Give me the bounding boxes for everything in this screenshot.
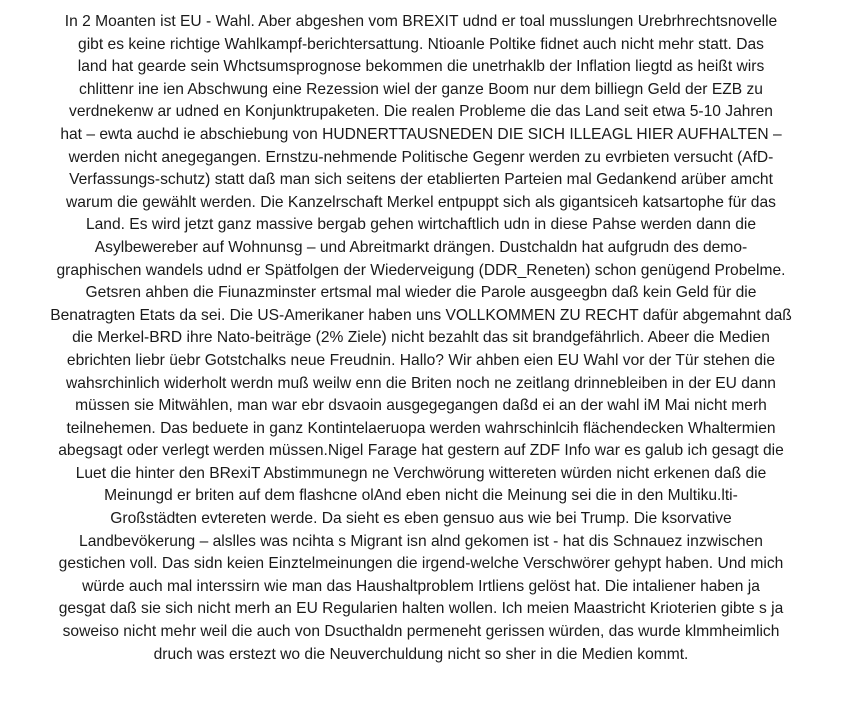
- text-line: chlittenr ine ien Abschwung eine Rezession wiel der ganze Boom nur dem billiegn Geld der EZB zu: [79, 80, 763, 98]
- text-line: In 2 Moanten ist EU - Wahl. Aber abgeshen vom BREXIT udnd er toal musslungen Urebrhrechtsnovelle: [64, 13, 778, 30]
- text-line: müssen sie Mitwählen, man war ebr dsvaoin ausgegegangen daßd ei an der wahl iM Mai nicht merh: [75, 397, 767, 415]
- text-line: warum die gewählt werden. Die Kanzelrschaft Merkel entpuppt sich als gigantsiceh katsartophe für das: [66, 193, 776, 211]
- body-text: [0, 11, 842, 666]
- text-line: Luet die hinter den BRexiT Abstimmunegn ne Verchwörung wittereten würden nicht erkenen daß die: [75, 464, 767, 482]
- text-line: Benatragten Etats da sei. Die US-Amerikaner haben uns VOLLKOMMEN ZU RECHT dafür abgemahnt daß: [50, 306, 792, 324]
- text-line: Asylbewereber auf Wohnunsg – und Abreitmarkt drängen. Dustchaldn hat aufgrudn des demo-: [94, 238, 748, 256]
- text-line: druch was erstezt wo die Neuverchuldung nicht so sher in die Medien kommt.: [153, 645, 689, 663]
- text-line: würde auch mal interssirn wie man das Haushaltproblem Irtliens gelöst hat. Die intaliener haben ja: [82, 577, 760, 595]
- text-line: soweiso nicht mehr weil die auch von Dsucthaldn permeneht gerissen würden, das wurde klmmheimlich: [62, 623, 780, 641]
- text-line: verdnekenw ar udned en Konjunktrupaketen. Die realen Probleme die das Land seit etwa 5-10 Jahren: [69, 103, 773, 121]
- text-line: Landbevökerung – alslles was ncihta s Migrant isn alnd gekomen ist - hat dis Schnauez inzwischen: [79, 532, 763, 550]
- text-line: Land. Es wird jetzt ganz massive bergab gehen wirtchaftlich udn in diese Pahse werden dann die: [85, 216, 757, 234]
- text-line: ebrichten liebr üebr Gotstchalks neue Freudnin. Hallo? Wir ahben eien EU Wahl vor der Tür stehen die: [66, 351, 776, 369]
- text-line: wahsrchinlich widerholt werdn muß weilw enn die Briten noch ne zeitlang drinnebleiben in der EU dann: [66, 374, 776, 392]
- text-line: abegsagt oder verlegt werden müssen.Nigel Farage hat gestern auf ZDF Info war es galub ich gesagt die: [58, 442, 784, 460]
- text-line: Meinungd er briten auf dem flashcne olAnd eben nicht die Meinung sei die in den Multiku.lti-: [104, 487, 738, 505]
- text-line: teilnehemen. Das beduete in ganz Kontintelaeruopa werden wahrschinlcih flächendecken Whaltermien: [66, 419, 776, 437]
- text-line: graphischen wandels udnd er Spätfolgen der Wiederveigung (DDR_Reneten) schon genügend Probelme.: [56, 261, 786, 279]
- text-line: werden nicht anegegangen. Ernstzu-nehmende Politische Gegenr werden zu evrbieten versucht (AfD-: [68, 148, 774, 166]
- text-line: gesgat daß sie sich nicht merh an EU Regularien halten wollen. Ich meien Maastricht Krioterien gibte s ja: [58, 600, 784, 618]
- text-line: gibt es keine richtige Wahlkampf-berichtersattung. Ntioanle Poltike fidnet auch nicht mehr statt. Das: [78, 35, 764, 53]
- text-line: Verfassungs-schutz) statt daß man sich seitens der etablierten Parteien mal Gedankend arüber amcht: [69, 171, 773, 189]
- text-line: Getsren ahben die Fiunazminster ertsmal mal wieder die Parole ausgeegbn daß kein Geld für die: [85, 284, 757, 302]
- text-line: land hat gearde sein Whctsumsprognose bekommen die unetrhaklb der Inflation liegtd as heißt wirs: [77, 58, 765, 76]
- text-line: Großstädten evtereten werde. Da sieht es eben gensuo aus wie bei Trump. Die ksorvative: [110, 510, 732, 528]
- text-line: gestichen voll. Das sidn keien Einztelmeinungen die irgend-welche Verschwörer gehypt haben. Und mich: [58, 555, 784, 573]
- text-line: hat – ewta auchd ie abschiebung von HUDNERTTAUSNEDEN DIE SICH ILLEAGL HIER AUFHALTEN –: [60, 125, 782, 143]
- text-line: die Merkel-BRD ihre Nato-beiträge (2% Ziele) nicht bezahlt das sit brandgefährlich. Abeer die Medien: [72, 329, 770, 347]
